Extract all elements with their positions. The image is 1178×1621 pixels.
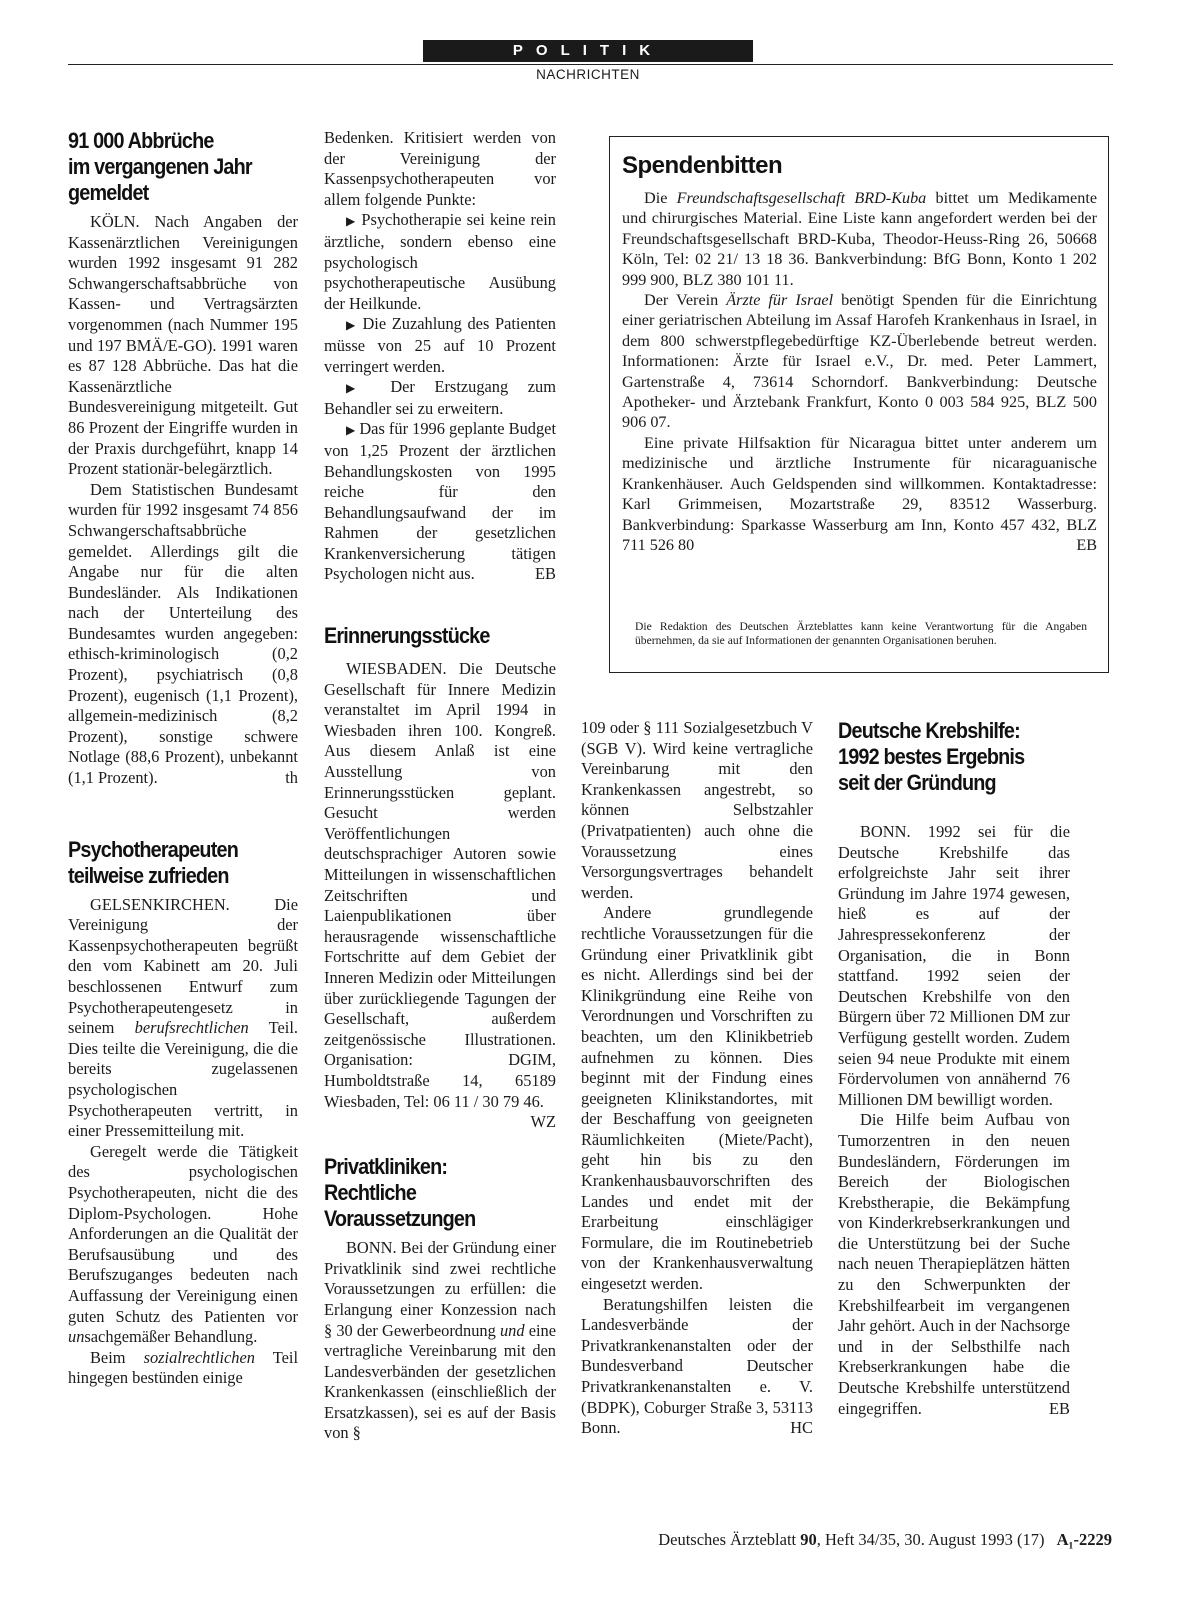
article-private-clinics: [324, 1154, 556, 1444]
headline-line: Voraussetzungen: [324, 1206, 476, 1232]
paragraph: Der Verein Ärzte für Israel benötigt Spenden für die Einrichtung einer geriatrischen Abteilung im Assaf Harofeh Krankenhaus in Israel, in dem 800 schwerstpflegebedürftige KZ-Überlebende betreut werden. Informationen: Ärzte für Israel e.V., Dr. med. Peter Lammert, Gartenstraße 4, 73614 Schorndorf. Bankverbindung: Deutsche Apotheker- und Ärztebank Frankfurt, Konto 0 003 584 925, BLZ 500 906 07.: [622, 291, 1098, 432]
paragraph: KÖLN. Nach Angaben der Kassenärztlichen Vereinigungen wurden 1992 insgesamt 91 282 Schwangerschaftsabbrüche von Kassen- und Vertragsärzten vorgenommen (nach Nummer 195 und 197 BMÄ/E-GO). 1991 waren es 87 128 Abbrüche. Das hat die Kassenärztliche Bundesvereinigung mitgeteilt. Gut 86 Prozent der Eingriffe wurden in der Praxis durchgeführt, knapp 14 Prozent stationär-belegärztlich.: [68, 212, 298, 479]
volume-number: 90: [800, 1530, 817, 1549]
triangle-bullet-icon: ▶: [346, 381, 371, 396]
headline-abortions: [68, 128, 275, 206]
column-2: [324, 128, 556, 1444]
signature: EB: [1076, 535, 1097, 554]
page-number: A₁-2229: [1056, 1530, 1112, 1549]
triangle-bullet-icon: ▶: [346, 318, 357, 333]
headline-line: Rechtliche: [324, 1180, 417, 1206]
paragraph: 109 oder § 111 Sozialgesetzbuch V (SGB V). Wird keine vertragliche Vereinbarung mit den Krankenkassen angestrebt, so können Selbstzahler (Privatpatienten) auch ohne die Voraussetzung eines Versorgungsvertrages behandelt werden.: [581, 718, 813, 902]
issue-info: , Heft 34/35, 30. August 1993 (17): [816, 1530, 1045, 1549]
bullet-item: ▶ Psychotherapie sei keine rein ärztliche, sondern ebenso eine psychologisch psychotherapeutische Ausübung der Heilkunde.: [324, 210, 556, 313]
headline-private-clinics: [324, 1154, 533, 1232]
article-psychotherapists-continued: [324, 128, 556, 585]
signature: EB: [1049, 1398, 1070, 1418]
headline-line: 1992 bestes Ergebnis: [838, 744, 1025, 769]
headline-line: seit der Gründung: [838, 770, 996, 795]
signature: th: [285, 768, 298, 788]
paragraph: WIESBADEN. Die Deutsche Gesellschaft für Innere Medizin veranstaltet im April 1994 in Wiesbaden ihren 100. Kongreß. Aus diesem Anlaß ist eine Ausstellung von Erinnerungsstücken geplant. Gesucht werden Veröffentlichungen deutschsprachiger Autoren sowie Mitteilungen in wissenschaftlichen Zeitschriften und Laienpublikationen über herausragende wissenschaftliche Fortschritte auf dem Gebiet der Inneren Medizin oder Mitteilungen über zurückliegende Tagungen der Gesellschaft, außerdem zeitgenössische Illustrationen. Organisation: DGIM, Humboldtstraße 14, 65189 Wiesbaden, Tel: 06 11 / 30 79 46. WZ: [324, 659, 556, 1132]
article-memorabilia: [324, 623, 556, 1132]
bullet-item: ▶ Die Zuzahlung des Patienten müsse von 25 auf 10 Prozent verringert werden.: [324, 314, 556, 376]
headline-line: Psychotherapeuten: [68, 836, 238, 862]
section-label: POLITIK: [423, 40, 753, 62]
paragraph: Geregelt werde die Tätigkeit des psychologischen Psychotherapeuten, nicht die des Diplom-Psychologen. Hohe Anforderungen an die Qualität der Berufsausübung und des Berufszuganges bedeuten nach Auffassung der Vereinigung einen guten Schutz des Patienten vor unsachgemäßer Behandlung.: [68, 1141, 298, 1347]
paragraph: BONN. Bei der Gründung einer Privatklinik sind zwei rechtliche Voraussetzungen zu erfüllen: die Erlangung einer Konzession nach § 30 der Gewerbeordnung und eine vertragliche Vereinbarung mit den Landesverbänden der gesetzlichen Krankenkassen (einschließlich der Ersatzkassen), sei es auf der Basis von §: [324, 1238, 556, 1443]
header-rule: [68, 64, 1113, 65]
paragraph: Beratungshilfen leisten die Landesverbände der Privatkrankenanstalten oder der Bundesverband Deutscher Privatkrankenanstalten e. V. (BDPK), Coburger Straße 3, 53113 Bonn. HC: [581, 1294, 813, 1438]
triangle-bullet-icon: ▶: [346, 423, 356, 438]
donation-box-text: [622, 188, 1097, 555]
bullet-item: ▶ Das für 1996 geplante Budget von 1,25 Prozent der ärztlichen Behandlungskosten von 1995 reiche für den Behandlungsaufwand der im Rahmen der gesetzlichen Krankenversicherung tätigen Psychologen nicht aus. EB: [324, 419, 556, 584]
signature: EB: [535, 564, 556, 584]
column-4: [838, 718, 1070, 1419]
signature: WZ: [530, 1112, 556, 1132]
signature: HC: [790, 1418, 813, 1438]
paragraph: Andere grundlegende rechtliche Voraussetzungen für die Gründung einer Privatklinik gibt es nicht. Allerdings sind bei der Klinikgründung eine Reihe von Verordnungen und Vorschriften zu beachten, um den Klinikbetrieb aufnehmen zu können. Dies beginnt mit der Findung eines geeigneten Klinikstandortes, mit der Beschaffung von geeigneten Räumlichkeiten (Miete/Pacht), geht hin bis zu den Krankenhausbauvorschriften des Landes und endet mit der Erarbeitung einschlägiger Formulare, die im Routinebetrieb von der Krankenhausverwaltung eingesetzt werden.: [581, 903, 813, 1294]
paragraph: Bedenken. Kritisiert werden von der Vereinigung der Kassenpsychotherapeuten vor allem folgende Punkte:: [324, 128, 556, 209]
paragraph: Dem Statistischen Bundesamt wurden für 1992 insgesamt 74 856 Schwangerschaftsabbrüche gemeldet. Allerdings gilt die Angabe nur für die alten Bundesländer. Als Indikationen nach der Unterteilung des Bundesamtes wurden angegeben: ethisch-kriminologisch (0,2 Prozent), psychiatrisch (0,8 Prozent), eugenisch (1,1 Prozent), allgemein-medizinisch (8,2 Prozent), sonstige schwere Notlage (88,6 Prozent), unbekannt (1,1 Prozent). th: [68, 479, 298, 788]
article-psychotherapists: [68, 837, 298, 1389]
column-1: [68, 128, 298, 1389]
headline-memorabilia: [324, 623, 533, 649]
triangle-bullet-icon: ▶: [346, 214, 357, 229]
paragraph: GELSENKIRCHEN. Die Vereinigung der Kassenpsychotherapeuten begrüßt den vom Kabinett am 20. Juli beschlossenen Entwurf zum Psychotherapeutengesetz in seinem berufsrechtlichen Teil. Dies teilte die Vereinigung, die die bereits zugelassenen psychologischen Psychotherapeuten vertritt, in einer Pressemitteilung mit.: [68, 894, 299, 1141]
headline-line: teilweise zufrieden: [68, 862, 229, 888]
headline-line: gemeldet: [68, 180, 149, 205]
article-cancer-aid: [838, 718, 1070, 1419]
paragraph: BONN. 1992 sei für die Deutsche Krebshilfe das erfolgreichste Jahr seit ihrer Gründung im Jahre 1974 gewesen, hieß es auf der Jahrespressekonferenz der Organisation, die in Bonn stattfand. 1992 seien der Deutschen Krebshilfe von den Bürgern über 72 Millionen DM zur Verfügung gestellt worden. Zudem seien 94 neue Produkte mit einem Fördervolumen von annähernd 76 Millionen DM bewilligt worden.: [838, 822, 1070, 1109]
headline-line: Privatkliniken:: [324, 1154, 448, 1180]
donation-box-title: Spendenbitten: [622, 152, 783, 179]
page-footer: [540, 1530, 1112, 1550]
paragraph: Die Freundschaftsgesellschaft BRD-Kuba bittet um Medikamente und chirurgisches Material. Eine Liste kann angefordert werden bei der Freundschaftsgesellschaft BRD-Kuba, Theodor-Heuss-Ring 26, 50668 Köln, Tel: 02 21/ 13 18 36. Bankverbindung: BfG Bonn, Konto 1 202 999 900, BLZ 380 101 11.: [622, 189, 1098, 289]
headline-cancer-aid: [838, 718, 1047, 796]
headline-line: 91 000 Abbrüche: [68, 128, 214, 153]
paragraph: Beim sozialrechtlichen Teil hingegen bestünden einige: [68, 1347, 298, 1388]
headline-line: im vergangenen Jahr: [68, 154, 252, 179]
headline-psychotherapists: [68, 837, 275, 889]
subsection-label: NACHRICHTEN: [536, 67, 640, 82]
headline-line: Erinnerungsstücke: [324, 623, 490, 649]
headline-line: Deutsche Krebshilfe:: [838, 718, 1020, 743]
editorial-disclaimer: Die Redaktion des Deutschen Ärzteblattes kann keine Verantwortung für die Angaben übernehmen, da sie auf Informationen der genannten Organisationen beruhen.: [635, 620, 1087, 648]
article-abortions: [68, 128, 298, 789]
column-3: [581, 718, 813, 1439]
journal-name: Deutsches Ärzteblatt: [658, 1530, 801, 1549]
bullet-item: ▶ Der Erstzugang zum Behandler sei zu erweitern.: [324, 377, 556, 418]
paragraph: Die Hilfe beim Aufbau von Tumorzentren in den neuen Bundesländern, Förderungen im Bereich der Biologischen Krebstherapie, die Bekämpfung von Kinderkrebserkrankungen und die Unterstützung bei der Suche nach neuen Therapieplätzen hätten zu den Schwerpunkten der Krebshilfearbeit im vergangenen Jahr gehört. Auch in der Nachsorge und in der Selbsthilfe nach Krebserkrankungen habe die Deutsche Krebshilfe unterstützend eingegriffen. EB: [838, 1110, 1070, 1418]
paragraph: Eine private Hilfsaktion für Nicaragua bittet unter anderem um medizinische und ärztliche Instrumente für nicaraguanische Krankenhäuser. Auch Geldspenden sind willkommen. Kontaktadresse: Karl Grimmeisen, Mozartstraße 29, 83512 Wasserburg. Bankverbindung: Sparkasse Wasserburg am Inn, Konto 457 432, BLZ 711 526 80 EB: [622, 433, 1097, 554]
